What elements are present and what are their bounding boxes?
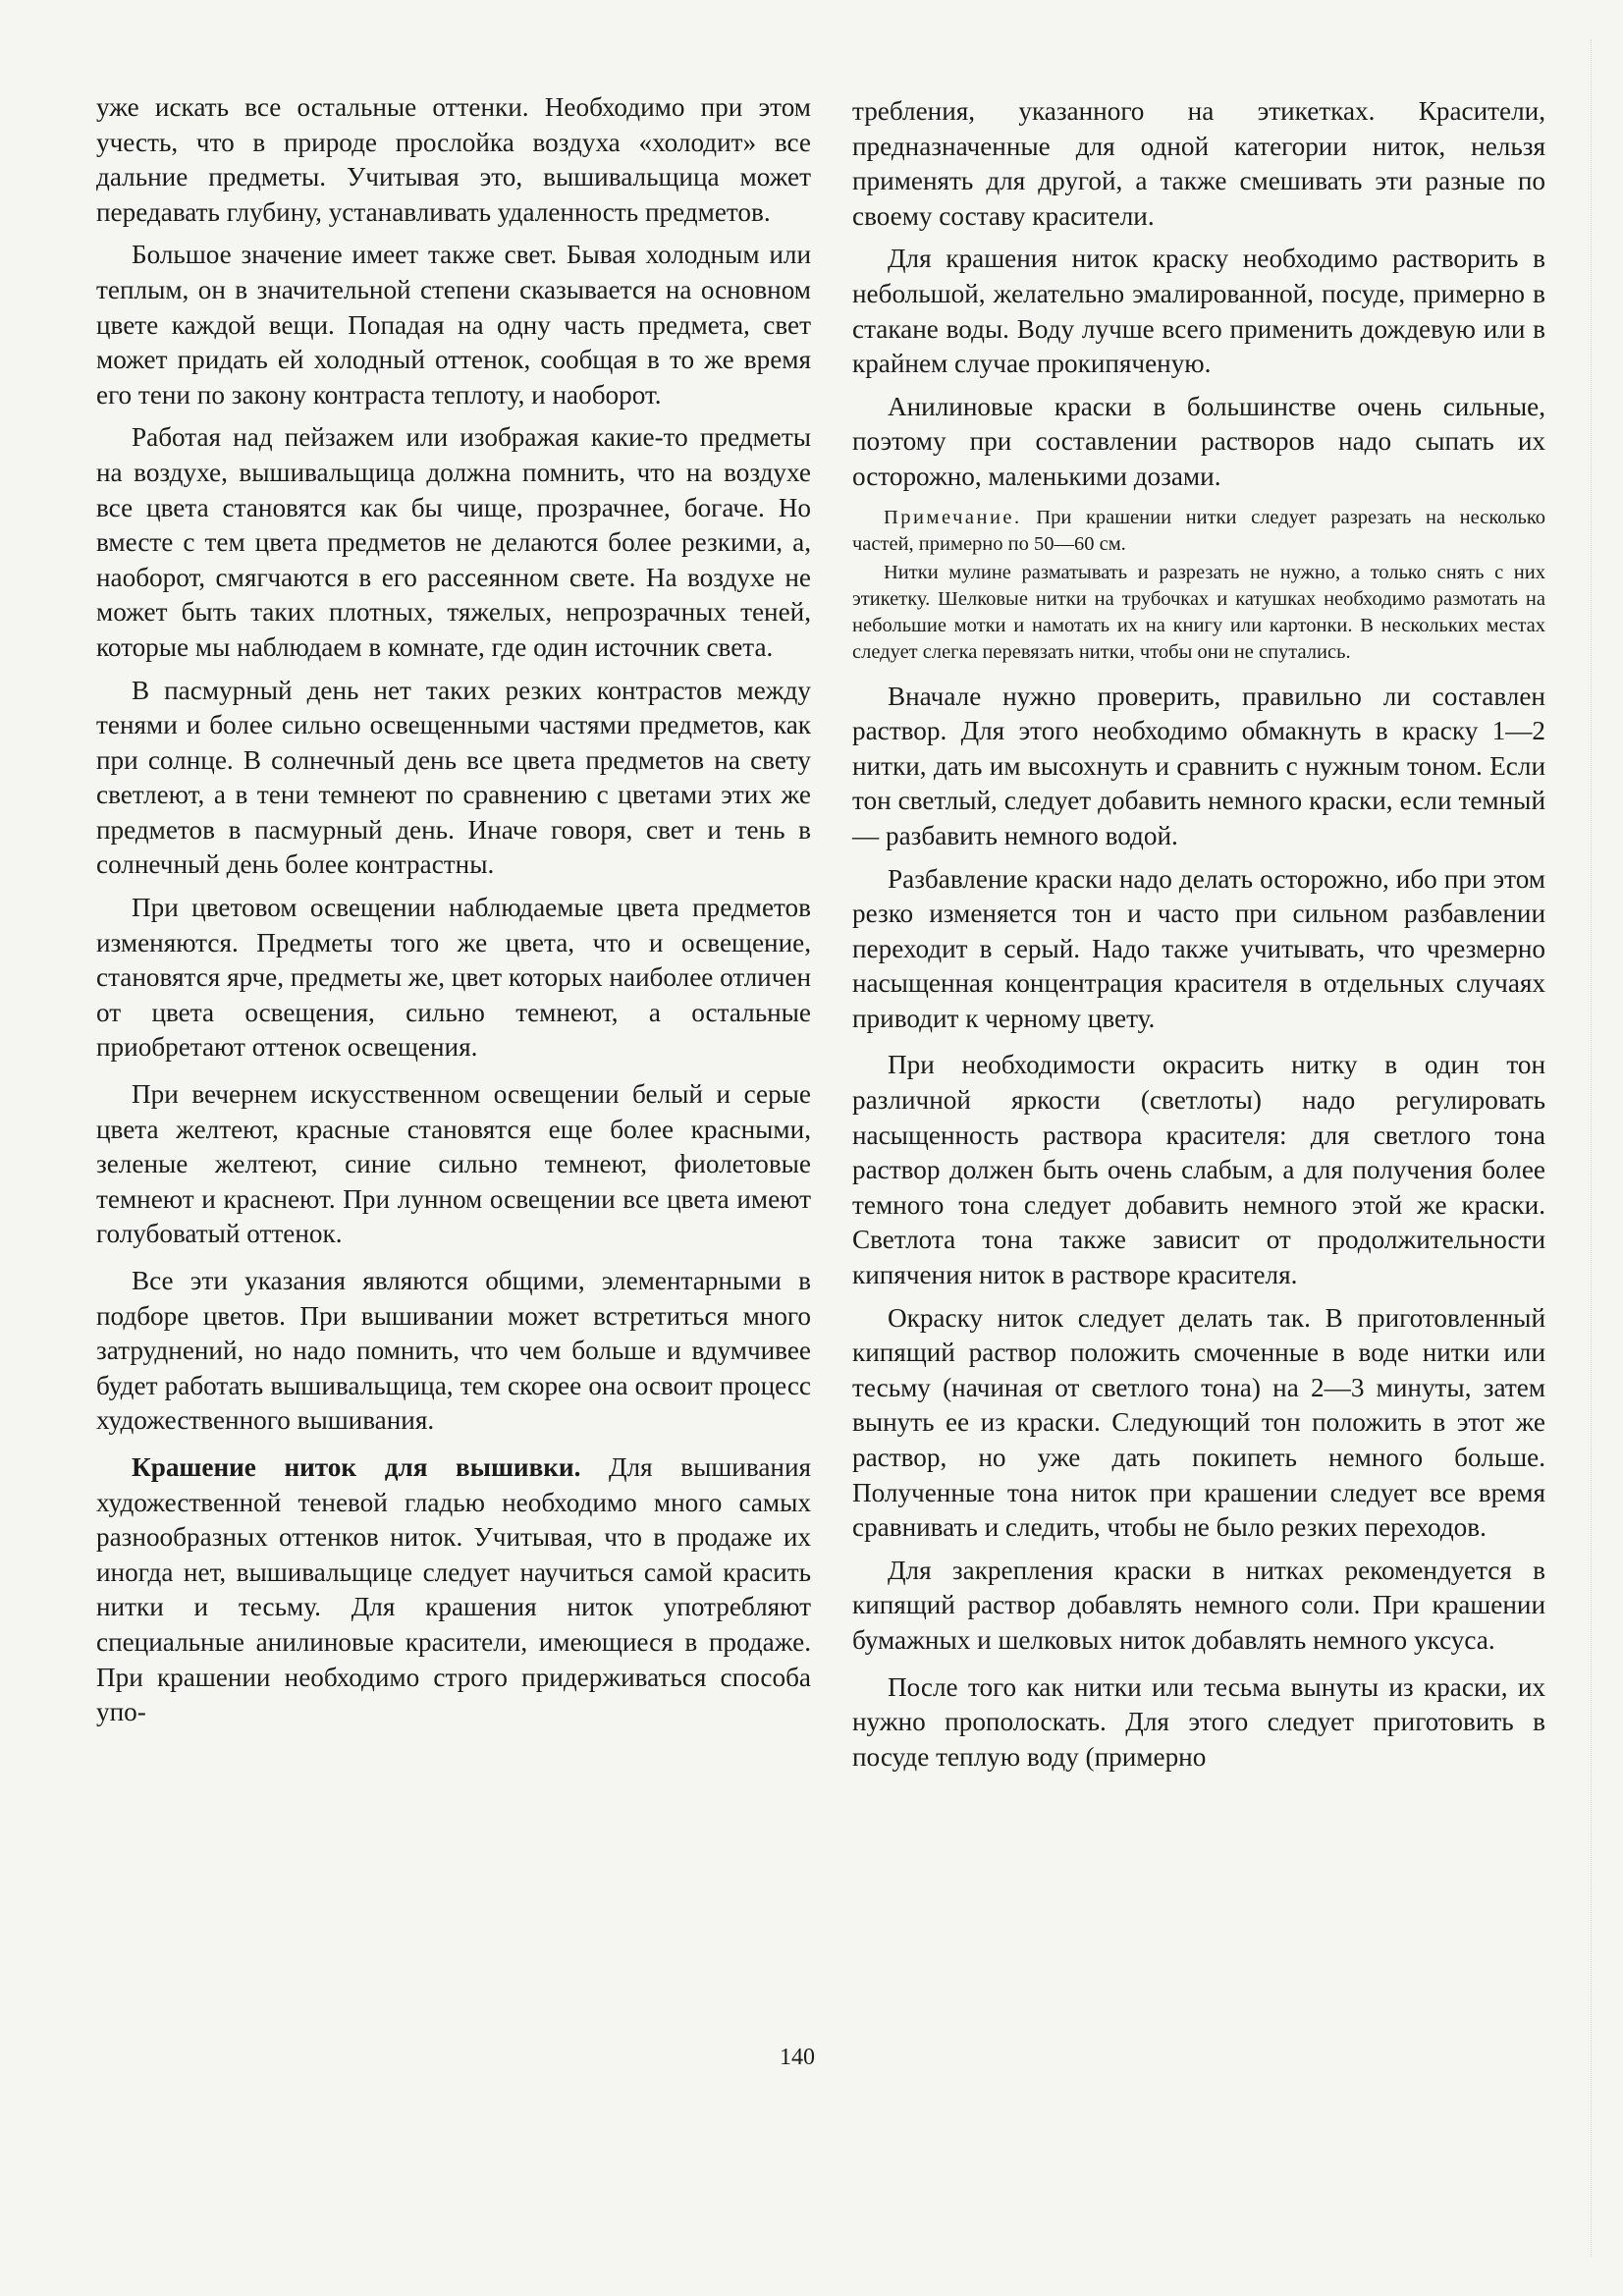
page-edge-artifact	[1591, 39, 1605, 2257]
paragraph: требления, указанного на этикетках. Красители, предназначенные для одной категории ниток, нельзя применять для другой, а также смешивать эти разные по своему составу красители.	[852, 96, 1545, 231]
section-text: Для вышивания художественной теневой гладью необходимо много самых разнообразных оттенков ниток. Учитывая, что в продаже их иногда нет, вышивальщице следует научиться самой красить нитки и тесьму. Для крашения ниток употребляют специальные анилиновые красители, имеющиеся в продаже. При крашении необходимо строго придерживаться способа упо-	[96, 1451, 812, 1727]
paragraph: При цветовом освещении наблюдаемые цвета предметов изменяются. Предметы того же цвета, что и освещение, становятся ярче, предметы же, цвет которых наиболее отличен от цвета освещения, сильно темнеют, а остальные приобретают оттенок освещения.	[96, 893, 811, 1063]
paragraph: Все эти указания являются общими, элементарными в подборе цветов. При вышивании может встретиться много затруднений, но надо помнить, что чем больше и вдумчивее будет работать вышивальщица, тем скорее она освоит процесс художественного вышивания.	[96, 1266, 811, 1436]
paragraph: При необходимости окрасить нитку в один тон различной яркости (светлоты) надо регулировать насыщенность раствора красителя: для светлого тона раствор должен быть очень слабым, а для получения более темного тона следует добавить немного этой же краски. Светлота тона также зависит от продолжительности кипячения ниток в растворе красителя.	[852, 1050, 1545, 1290]
paragraph: Большое значение имеет также свет. Бывая холодным или теплым, он в значительной степени сказывается на основном цвете каждой вещи. Попадая на одну часть предмета, свет может придать ей холодный оттенок, сообщая в то же время его тени по закону контраста теплоту, и наоборот.	[96, 240, 811, 410]
paragraph: Для закрепления краски в нитках рекомендуется в кипящий раствор добавлять немного соли. При крашении бумажных и шелковых ниток добавлять немного уксуса.	[852, 1555, 1545, 1655]
note-line	[852, 505, 1545, 558]
paragraph: При вечернем искусственном освещении белый и серые цвета желтеют, красные становятся еще более красными, зеленые желтеют, синие сильно темнеют, фиолетовые темнеют и краснеют. При лунном освещении все цвета имеют голубоватый оттенок.	[96, 1079, 811, 1249]
note-block	[852, 505, 1545, 666]
paragraph: После того как нитки или тесьма вынуты из краски, их нужно прополоскать. Для этого следует приготовить в посуде теплую воду (примерно	[852, 1671, 1545, 1772]
page-number: 140	[780, 2045, 815, 2070]
paragraph: Окраску ниток следует делать так. В приготовленный кипящий раствор положить смоченные в воде нитки или тесьму (начиная от светлого тона) на 2—3 минуты, затем вынуть ее из краски. Следующий тон положить в этот же раствор, но уже дать покипеть немного больше. Полученные тона ниток при крашении следует все время сравнивать и следить, чтобы не было резких переходов.	[852, 1302, 1545, 1543]
paragraph: В пасмурный день нет таких резких контрастов между тенями и более сильно освещенными частями предметов, как при солнце. В солнечный день все цвета предметов на свету светлеют, а в тени темнеют по сравнению с цветами этих же предметов в пасмурный день. Иначе говоря, свет и тень в солнечный день более контрастны.	[96, 675, 811, 880]
left-column	[96, 90, 811, 1738]
note-label: Примечание.	[884, 506, 1022, 528]
paragraph: уже искать все остальные оттенки. Необходимо при этом учесть, что в природе прослойка воздуха «холодит» все дальние предметы. Учитывая это, вышивальщица может передавать глубину, устанавливать удаленность предметов.	[96, 92, 811, 227]
paragraph: Анилиновые краски в большинстве очень сильные, поэтому при составлении растворов надо сыпать их осторожно, маленькими дозами.	[852, 391, 1545, 491]
note-text: При крашении нитки следует разрезать на несколько частей, примерно по 50—60 см.	[852, 506, 1545, 555]
section-paragraph	[96, 1450, 811, 1730]
paragraph: Работая над пейзажем или изображая какие-то предметы на воздухе, вышивальщица должна помнить, что на воздухе все цвета становятся как бы чище, прозрачнее, богаче. Но вместе с тем цвета предметов не делаются более резкими, а, наоборот, смягчаются в его рассеянном свете. На воздухе не может быть таких плотных, тяжелых, непрозрачных теней, которые мы наблюдаем в комнате, где один источник света.	[96, 422, 811, 662]
paragraph: Для крашения ниток краску необходимо растворить в небольшой, желательно эмалированной, посуде, примерно в стакане воды. Воду лучше всего применить дождевую или в крайнем случае прокипяченую.	[852, 244, 1545, 379]
paragraph: Разбавление краски надо делать осторожно, ибо при этом резко изменяется тон и часто при сильном разбавлении переходит в серый. Надо также учитывать, что чрезмерно насыщенная концентрация красителя в отдельных случаях приводит к черному цвету.	[852, 863, 1545, 1033]
section-heading: Крашение ниток для вышивки.	[132, 1451, 581, 1482]
note-line: Нитки мулине разматывать и разрезать не нужно, а только снять с них этикетку. Шелковые нитки на трубочках и катушках необходимо размотать на небольшие мотки и намотать их на книгу или картонки. В нескольких местах следует слегка перевязать нитки, чтобы они не спутались.	[852, 561, 1545, 663]
paragraph: Вначале нужно проверить, правильно ли составлен раствор. Для этого необходимо обмакнуть в краску 1—2 нитки, дать им высохнуть и сравнить с нужным тоном. Если тон светлый, следует добавить немного краски, если темный — разбавить немного водой.	[852, 681, 1545, 850]
right-column	[852, 94, 1545, 1782]
